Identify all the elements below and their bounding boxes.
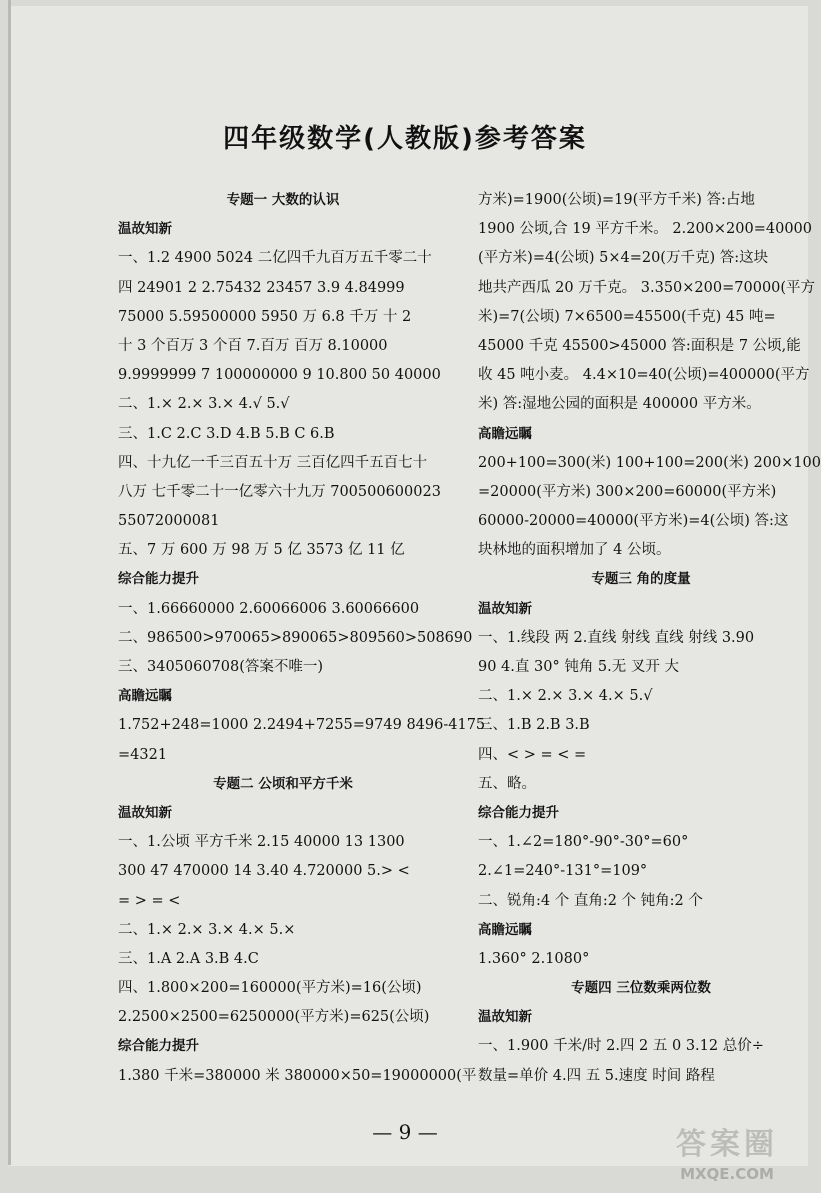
section-heading: 专题二 公顷和平方千米 bbox=[213, 775, 353, 792]
answer-line: =4321 bbox=[118, 746, 168, 763]
answer-line: 一、1.900 千米/时 2.四 2 五 0 3.12 总价÷ bbox=[478, 1038, 764, 1055]
answer-line: = > = < bbox=[118, 892, 181, 909]
answer-line: 地共产西瓜 20 万千克。 3.350×200=70000(平方 bbox=[478, 279, 816, 296]
answer-line: 1.360° 2.1080° bbox=[478, 950, 590, 967]
answer-line: 四、1.800×200=160000(平方米)=16(公顷) bbox=[118, 980, 422, 997]
answer-line: 一、1.∠2=180°-90°-30°=60° bbox=[478, 834, 689, 851]
answer-line: 一、1.2 4900 5024 二亿四千九百万五千零二十 bbox=[118, 250, 432, 267]
answer-line: 数量=单价 4.四 五 5.速度 时间 路程 bbox=[478, 1067, 715, 1084]
answer-line: 一、1.公顷 平方千米 2.15 40000 13 1300 bbox=[118, 834, 405, 851]
right-column bbox=[478, 186, 821, 1091]
answer-line: 1900 公顷,合 19 平方千米。 2.200×200=40000 bbox=[478, 221, 813, 238]
answer-line: 三、3405060708(答案不唯一) bbox=[118, 659, 324, 675]
answer-line: 2.∠1=240°-131°=109° bbox=[478, 863, 648, 880]
answer-line: 二、1.× 2.× 3.× 4.× 5.√ bbox=[478, 688, 653, 705]
answer-line: 60000-20000=40000(平方米)=4(公顷) 答:这 bbox=[478, 513, 789, 530]
section-heading: 综合能力提升 bbox=[118, 571, 199, 588]
page-title: 四年级数学(人教版)参考答案 bbox=[223, 124, 587, 154]
section-heading: 高瞻远瞩 bbox=[118, 688, 172, 705]
watermark-url: MXQE.COM bbox=[680, 1165, 774, 1183]
answer-line: 一、1.66660000 2.60066006 3.60066600 bbox=[118, 600, 420, 617]
answer-line: 1.752+248=1000 2.2494+7255=9749 8496-4175 bbox=[118, 717, 486, 734]
section-heading: 专题四 三位数乘两位数 bbox=[571, 980, 711, 997]
section-heading: 专题三 角的度量 bbox=[591, 571, 691, 588]
answer-line: 9.9999999 7 100000000 9 10.800 50 40000 bbox=[118, 367, 441, 384]
section-heading: 温故知新 bbox=[478, 600, 532, 617]
answer-line: 一、1.线段 两 2.直线 射线 直线 射线 3.90 bbox=[478, 629, 755, 646]
answer-line: 五、略。 bbox=[478, 775, 536, 792]
answer-line: 米) 答:湿地公园的面积是 400000 平方米。 bbox=[478, 396, 761, 413]
answer-line: 1.380 千米=380000 米 380000×50=19000000(平 bbox=[118, 1067, 477, 1084]
answer-line: 八万 七千零二十一亿零六十九万 700500600023 bbox=[118, 483, 441, 500]
answer-line: 米)=7(公顷) 7×6500=45500(千克) 45 吨= bbox=[478, 308, 776, 325]
answer-line: 二、1.× 2.× 3.× 4.√ 5.√ bbox=[118, 396, 290, 413]
watermark bbox=[652, 1125, 802, 1189]
answer-line: 四 24901 2 2.75432 23457 3.9 4.84999 bbox=[118, 279, 405, 296]
answer-line: 三、1.C 2.C 3.D 4.B 5.B C 6.B bbox=[118, 425, 335, 442]
answer-line: 300 47 470000 14 3.40 4.720000 5.> < bbox=[118, 863, 410, 880]
watermark-logo: 答案圈 bbox=[676, 1127, 778, 1162]
left-column bbox=[118, 186, 486, 1091]
page-number: — 9 — bbox=[372, 1120, 438, 1144]
section-heading: 温故知新 bbox=[478, 1009, 532, 1026]
section-heading: 温故知新 bbox=[118, 221, 172, 238]
answer-line: 二、1.× 2.× 3.× 4.× 5.× bbox=[118, 921, 296, 938]
answer-line: 90 4.直 30° 钝角 5.无 叉开 大 bbox=[478, 659, 679, 675]
section-heading: 综合能力提升 bbox=[118, 1038, 199, 1055]
section-heading: 高瞻远瞩 bbox=[478, 921, 532, 938]
answer-line: 五、7 万 600 万 98 万 5 亿 3573 亿 11 亿 bbox=[118, 542, 405, 559]
answer-line: 方米)=1900(公顷)=19(平方千米) 答:占地 bbox=[478, 192, 755, 208]
answer-line: 2.2500×2500=6250000(平方米)=625(公顷) bbox=[118, 1009, 430, 1026]
answer-line: 收 45 吨小麦。 4.4×10=40(公顷)=400000(平方 bbox=[478, 367, 810, 384]
answer-line: (平方米)=4(公顷) 5×4=20(万千克) 答:这块 bbox=[478, 250, 769, 267]
answer-line: 四、< > = < = bbox=[478, 746, 587, 763]
answer-line: 45000 千克 45500>45000 答:面积是 7 公顷,能 bbox=[478, 337, 801, 354]
answer-line: 55072000081 bbox=[118, 513, 220, 530]
answer-line: 二、锐角:4 个 直角:2 个 钝角:2 个 bbox=[478, 892, 703, 909]
section-heading: 高瞻远瞩 bbox=[478, 425, 532, 442]
answer-line: 三、1.B 2.B 3.B bbox=[478, 717, 590, 734]
answer-line: =20000(平方米) 300×200=60000(平方米) bbox=[478, 483, 777, 500]
answer-line: 200+100=300(米) 100+100=200(米) 200×100 bbox=[478, 454, 821, 471]
binding-fold bbox=[8, 0, 11, 1165]
answer-line: 二、986500>970065>890065>809560>508690 bbox=[118, 629, 473, 646]
answer-line: 四、十九亿一千三百五十万 三百亿四千五百七十 bbox=[118, 454, 428, 471]
answer-line: 三、1.A 2.A 3.B 4.C bbox=[118, 950, 259, 967]
section-heading: 温故知新 bbox=[118, 804, 172, 821]
answer-line: 块林地的面积增加了 4 公顷。 bbox=[478, 542, 671, 559]
section-heading: 专题一 大数的认识 bbox=[226, 192, 340, 208]
answer-line: 十 3 个百万 3 个百 7.百万 百万 8.10000 bbox=[118, 337, 388, 354]
section-heading: 综合能力提升 bbox=[478, 804, 559, 821]
answer-line: 75000 5.59500000 5950 万 6.8 千万 十 2 bbox=[118, 308, 412, 325]
